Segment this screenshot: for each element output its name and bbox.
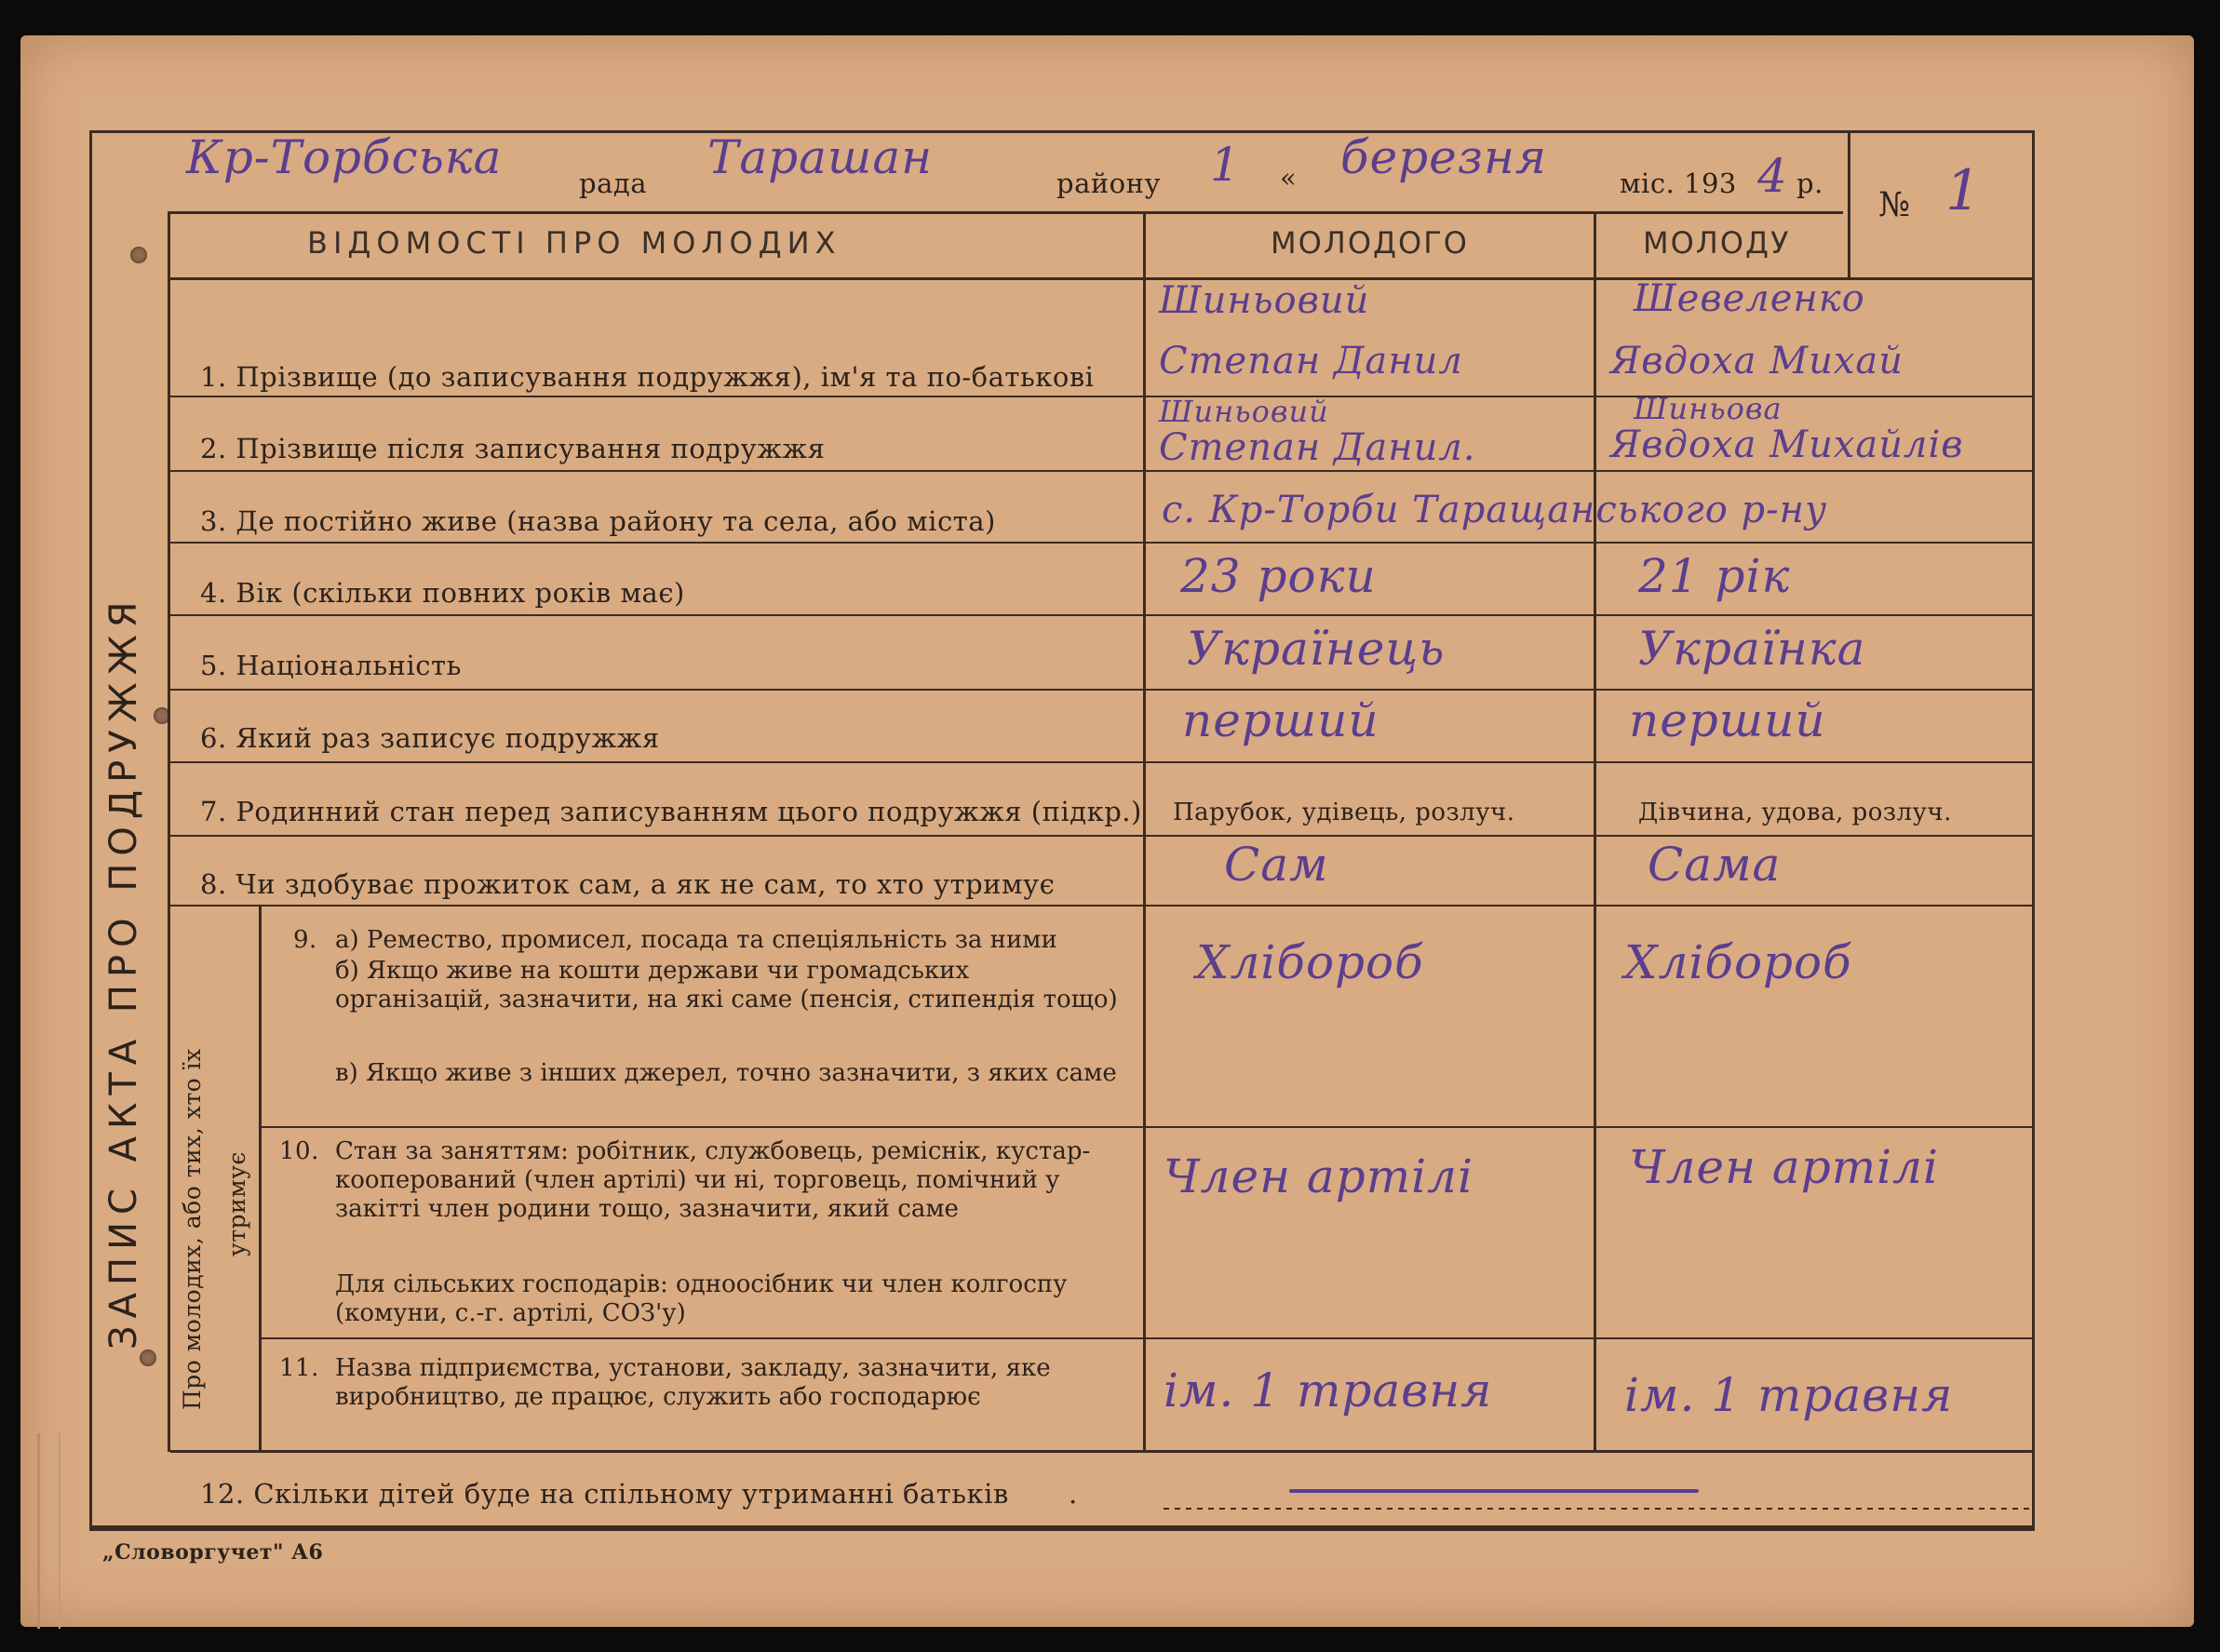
year-prefix: міс. 193 bbox=[1620, 168, 1737, 199]
row11-text: Назва підприємства, установи, закладу, зазначити, яке виробництво, де працює, служить або господарює bbox=[335, 1354, 1051, 1411]
row6-groom-times: перший bbox=[1182, 693, 1379, 747]
row-divider bbox=[170, 470, 2035, 472]
row12-label: 12. Скільки дітей буде на спільному утриманні батьків bbox=[200, 1478, 1009, 1510]
row7-bride-options: Дівчина, удова, розлуч. bbox=[1638, 799, 1952, 826]
row11-number: 11. bbox=[279, 1354, 319, 1382]
number-label: № bbox=[1878, 186, 1911, 224]
row10-bride-status: Член артілі bbox=[1629, 1140, 1939, 1194]
row12-dot: . bbox=[1069, 1478, 1078, 1510]
raion-handwritten: Тарашан bbox=[707, 130, 934, 184]
row-divider bbox=[262, 1126, 2035, 1128]
month-handwritten: березня bbox=[1340, 130, 1548, 184]
row9-groom-occupation: Хлібороб bbox=[1196, 935, 1424, 989]
row4-label: 4. Вік (скільки повних років має) bbox=[200, 577, 685, 609]
year-handwritten: 4 bbox=[1757, 149, 1788, 203]
card-stack-edge bbox=[37, 1433, 61, 1629]
row10-groom-status: Член артілі bbox=[1164, 1149, 1473, 1203]
row1-groom-name: Степан Данил bbox=[1159, 340, 1463, 383]
row-divider bbox=[170, 761, 2035, 763]
row7-label: 7. Родинний стан перед записуванням цього подружжя (підкр.) bbox=[200, 796, 1142, 827]
row1-bride-name: Явдоха Михай bbox=[1610, 340, 1904, 383]
row2-label: 2. Прізвище після записування подружжя bbox=[200, 433, 826, 464]
row8-bride-support: Сама bbox=[1648, 838, 1782, 892]
row9-b: б) Якщо живе на кошти держави чи громадських організацій, зазначити, на які саме (пенсія, стипендія тощо) bbox=[335, 957, 1118, 1014]
row2-bride-name: Явдоха Михайлів bbox=[1610, 423, 1964, 466]
row2-groom-surname: Шиньовий bbox=[1159, 394, 1329, 429]
top-row-divider bbox=[168, 211, 1843, 214]
row10-number: 10. bbox=[279, 1137, 319, 1165]
rada-handwritten: Кр-Торбська bbox=[186, 130, 503, 184]
row2-groom-name: Степан Данил. bbox=[1159, 426, 1476, 469]
row-divider bbox=[262, 1337, 2035, 1339]
row9-number: 9. bbox=[293, 926, 317, 954]
row1-label: 1. Прізвище (до записування подружжя), ім'я та по-батькові bbox=[200, 361, 1095, 393]
rada-label: рада bbox=[579, 168, 647, 199]
header-groom: МОЛОДОГО bbox=[1271, 225, 1469, 261]
row7-groom-options: Парубок, удівець, розлуч. bbox=[1173, 799, 1515, 826]
header-bride: МОЛОДУ bbox=[1643, 225, 1791, 261]
row5-label: 5. Національність bbox=[200, 650, 462, 681]
raion-label: району bbox=[1056, 168, 1162, 199]
side-subtitle-2: утримує bbox=[223, 1151, 250, 1256]
row3-label: 3. Де постійно живе (назва району та села, або міста) bbox=[200, 505, 996, 537]
row1-groom-surname: Шиньовий bbox=[1159, 279, 1370, 322]
row12-dotted-line bbox=[1164, 1508, 2029, 1510]
row-divider bbox=[170, 1450, 2035, 1453]
side-subtitle-1: Про молодих, або тих, хто їх bbox=[179, 1048, 206, 1410]
row1-bride-surname: Шевеленко bbox=[1634, 277, 1865, 320]
day-quote: « bbox=[1280, 162, 1298, 194]
number-box-left bbox=[1848, 130, 1850, 279]
row8-label: 8. Чи здобуває прожиток сам, а як не сам, то хто утримує bbox=[200, 868, 1056, 900]
row10-text: Стан за заняттям: робітник, службовець, реміснік, кустар-кооперований (член артілі) чи ні, торговець, помічний у закітті член родини тощо, зазначити, який саме bbox=[335, 1137, 1091, 1223]
subblock-divider bbox=[259, 905, 262, 1452]
year-suffix: р. bbox=[1796, 168, 1823, 199]
row2-bride-surname: Шиньова bbox=[1634, 391, 1783, 426]
row9-v: в) Якщо живе з інших джерел, точно зазначити, з яких саме bbox=[335, 1059, 1117, 1087]
row6-bride-times: перший bbox=[1629, 693, 1826, 747]
row4-bride-age: 21 рік bbox=[1638, 549, 1791, 603]
row-divider bbox=[170, 689, 2035, 691]
row3-residence: с. Кр-Торби Таращанського р-ну bbox=[1162, 489, 1828, 531]
row-divider bbox=[170, 542, 2035, 544]
binder-hole bbox=[130, 247, 147, 263]
publisher-footer: „Словоргучет" А6 bbox=[102, 1540, 324, 1565]
row-divider bbox=[170, 905, 2035, 907]
binder-hole bbox=[140, 1350, 156, 1366]
row-divider bbox=[170, 835, 2035, 837]
row10-text2: Для сільських господарів: одноосібник чи член колгоспу (комуни, с.-г. артілі, СОЗ'у) bbox=[335, 1270, 1068, 1327]
row4-groom-age: 23 роки bbox=[1180, 549, 1377, 603]
row11-groom-workplace: ім. 1 травня bbox=[1164, 1363, 1493, 1417]
side-title: ЗАПИС АКТА ПРО ПОДРУЖЖЯ bbox=[102, 594, 145, 1350]
row5-bride-nationality: Українка bbox=[1638, 622, 1866, 676]
row11-bride-workplace: ім. 1 травня bbox=[1624, 1368, 1954, 1422]
row9-bride-occupation: Хлібороб bbox=[1624, 935, 1852, 989]
bottom-rule bbox=[89, 1528, 2035, 1531]
row-divider bbox=[170, 614, 2035, 616]
header-info: ВІДОМОСТІ ПРО МОЛОДИХ bbox=[307, 225, 841, 261]
row6-label: 6. Який раз записує подружжя bbox=[200, 722, 660, 754]
day-handwritten: 1 bbox=[1210, 138, 1241, 192]
row12-strike-line bbox=[1289, 1489, 1699, 1493]
row5-groom-nationality: Українець bbox=[1187, 622, 1446, 676]
row9-a: а) Ремество, промисел, посада та спеціяльність за ними bbox=[335, 926, 1057, 954]
row8-groom-support: Сам bbox=[1224, 838, 1329, 892]
number-handwritten: 1 bbox=[1945, 158, 1983, 223]
